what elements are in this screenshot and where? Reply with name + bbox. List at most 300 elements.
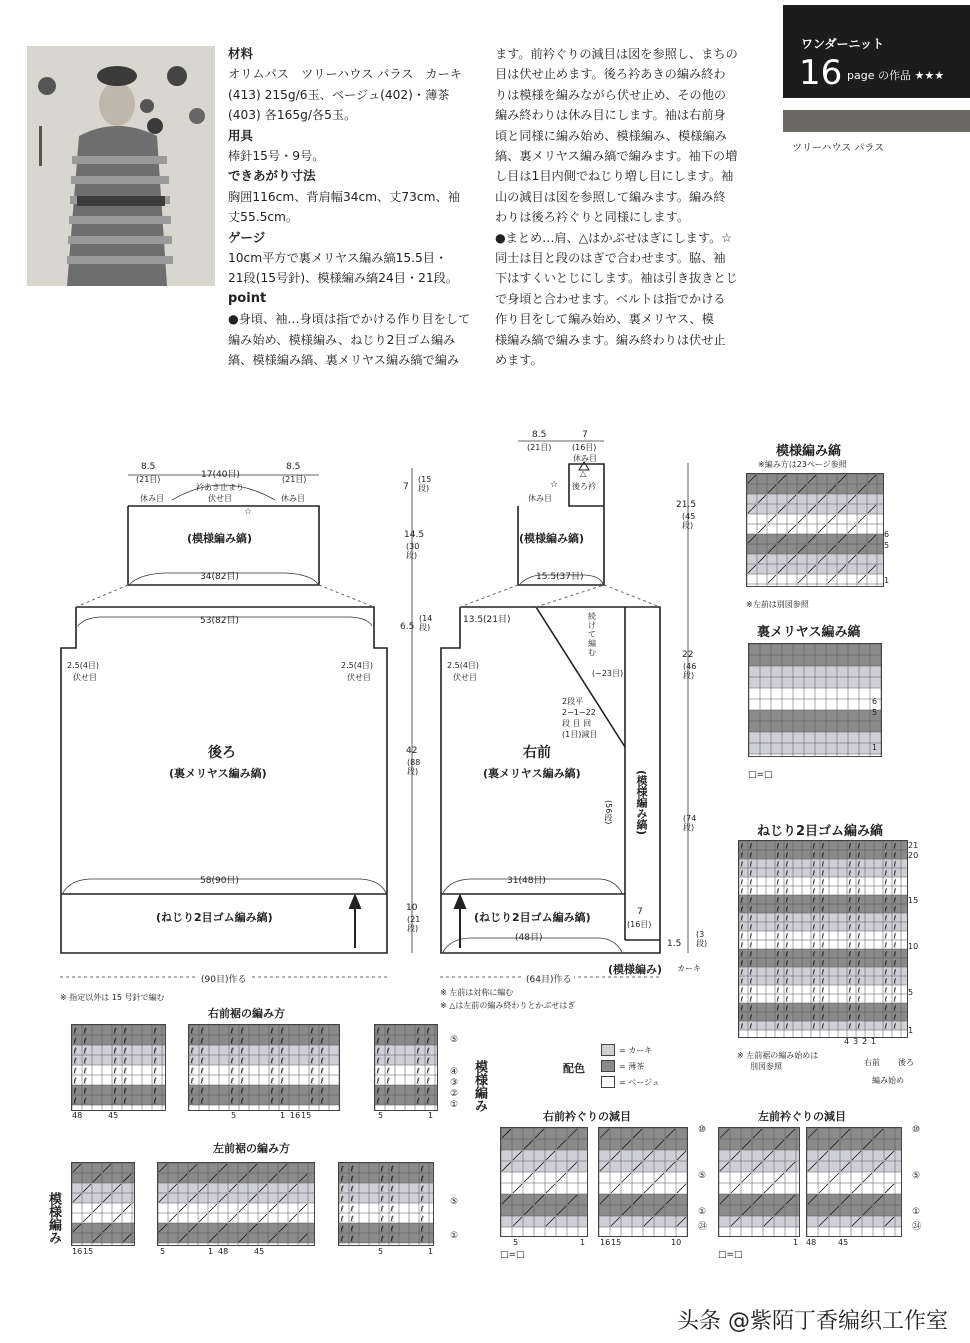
neck-row-label: ⑤	[912, 1171, 921, 1181]
neck-row-label: ㉔	[912, 1222, 922, 1232]
chart-row-label: 5	[908, 988, 914, 997]
svg-text:ℓ: ℓ	[123, 1096, 127, 1106]
col2-line: 下はすくいとじにします。袖は引き抜きとじ	[495, 271, 738, 286]
svg-text:ℓ: ℓ	[848, 968, 852, 977]
triangle-mark: △	[580, 469, 587, 478]
svg-text:ℓ: ℓ	[153, 1076, 157, 1086]
svg-text:ℓ: ℓ	[884, 860, 888, 869]
left-hem-grid	[338, 1162, 434, 1246]
svg-text:ℓ: ℓ	[776, 995, 780, 1004]
back-neck-note: 衿あき止まり	[196, 483, 244, 492]
front-vdim-sub: (74段)	[683, 814, 697, 832]
svg-text:ℓ: ℓ	[350, 1184, 354, 1194]
svg-text:ℓ: ℓ	[740, 860, 744, 869]
neck-legend: □=□	[718, 1250, 743, 1260]
front-band-dim: 7	[637, 907, 643, 917]
svg-text:ℓ: ℓ	[776, 860, 780, 869]
hem-side-label: 模様編み	[472, 1060, 487, 1112]
front-dec-rule: 2段平 2−1−22 段 目 回 (1目)減目	[562, 697, 598, 739]
chart-col-label: 1	[871, 1037, 877, 1046]
svg-text:ℓ: ℓ	[280, 1086, 284, 1096]
svg-text:ℓ: ℓ	[857, 995, 861, 1004]
svg-text:ℓ: ℓ	[740, 1004, 744, 1013]
svg-text:ℓ: ℓ	[821, 905, 825, 914]
svg-text:ℓ: ℓ	[350, 1234, 354, 1244]
svg-text:ℓ: ℓ	[857, 959, 861, 968]
svg-text:ℓ: ℓ	[812, 950, 816, 959]
svg-text:ℓ: ℓ	[416, 1046, 420, 1056]
svg-text:ℓ: ℓ	[240, 1046, 244, 1056]
svg-text:ℓ: ℓ	[848, 896, 852, 905]
svg-text:ℓ: ℓ	[749, 860, 753, 869]
color-key	[601, 1042, 660, 1090]
front-cast-on: (64目)作る	[523, 972, 574, 985]
front-continue-note: 続 け て 編 む	[588, 612, 596, 657]
chart-col-label: 4	[844, 1037, 850, 1046]
svg-text:ℓ: ℓ	[884, 1022, 888, 1031]
svg-text:ℓ: ℓ	[884, 896, 888, 905]
svg-text:ℓ: ℓ	[893, 941, 897, 950]
svg-text:ℓ: ℓ	[812, 1004, 816, 1013]
right-neck-grid	[500, 1127, 588, 1237]
svg-text:ℓ: ℓ	[812, 914, 816, 923]
front-side-note: 2.5(4目)	[447, 661, 480, 670]
svg-text:ℓ: ℓ	[893, 1004, 897, 1013]
svg-text:ℓ: ℓ	[749, 869, 753, 878]
svg-text:ℓ: ℓ	[749, 914, 753, 923]
svg-text:ℓ: ℓ	[280, 1096, 284, 1106]
svg-text:ℓ: ℓ	[740, 851, 744, 860]
svg-text:ℓ: ℓ	[821, 968, 825, 977]
back-dim: 8.5	[141, 462, 156, 472]
svg-text:ℓ: ℓ	[848, 1013, 852, 1022]
svg-text:ℓ: ℓ	[857, 968, 861, 977]
svg-text:ℓ: ℓ	[310, 1076, 314, 1086]
svg-text:ℓ: ℓ	[776, 869, 780, 878]
svg-text:ℓ: ℓ	[893, 896, 897, 905]
chart-row-label: 1	[872, 743, 878, 752]
left-neck-grid	[718, 1127, 800, 1237]
svg-text:ℓ: ℓ	[848, 869, 852, 878]
col2-line: 同士は目と段のはぎで合わせます。脇、袖	[495, 251, 726, 266]
svg-text:ℓ: ℓ	[884, 995, 888, 1004]
star-mark: ☆	[550, 480, 559, 490]
col2-line: 目は伏せ止めます。後ろ衿あきの編み終わ	[495, 67, 726, 82]
svg-text:ℓ: ℓ	[857, 1013, 861, 1022]
svg-text:ℓ: ℓ	[821, 914, 825, 923]
svg-text:ℓ: ℓ	[857, 860, 861, 869]
svg-text:ℓ: ℓ	[884, 932, 888, 941]
hem-col-label: 5	[160, 1247, 166, 1256]
pattern-chart-grid	[746, 473, 884, 587]
hem-row-label: ⑤	[450, 1197, 459, 1207]
gauge-line: 10cm平方で裏メリヤス編み縞15.5目・	[228, 251, 448, 266]
svg-text:ℓ: ℓ	[270, 1076, 274, 1086]
svg-text:ℓ: ℓ	[821, 1013, 825, 1022]
note: ※ △は左前の編み終わりとかぶせはぎ	[440, 1001, 576, 1010]
svg-text:ℓ: ℓ	[821, 851, 825, 860]
svg-text:ℓ: ℓ	[857, 923, 861, 932]
back-vdim: 6.5	[400, 622, 415, 632]
svg-text:ℓ: ℓ	[123, 1076, 127, 1086]
svg-text:ℓ: ℓ	[893, 986, 897, 995]
svg-text:ℓ: ℓ	[893, 923, 897, 932]
chart-reverse-title: 裏メリヤス編み縞	[757, 625, 861, 640]
svg-text:ℓ: ℓ	[280, 1076, 284, 1086]
back-vdim: 10	[406, 903, 418, 913]
svg-text:ℓ: ℓ	[884, 851, 888, 860]
col2-line: 縞、裏メリヤス編み縞で編みます。袖下の増	[495, 149, 738, 164]
svg-text:ℓ: ℓ	[73, 1096, 77, 1106]
hem-col-label: 5	[378, 1247, 384, 1256]
materials-line: オリムパス ツリーハウス パラス カーキ	[228, 67, 463, 82]
front-vdim: 22	[682, 650, 694, 660]
svg-text:ℓ: ℓ	[123, 1026, 127, 1036]
right-hem-grid	[71, 1024, 166, 1111]
front-upper-label: (模様編み縞)	[519, 532, 585, 545]
svg-text:ℓ: ℓ	[749, 887, 753, 896]
back-rest-note: 休み目	[281, 494, 305, 503]
svg-text:ℓ: ℓ	[386, 1096, 390, 1106]
svg-text:ℓ: ℓ	[857, 905, 861, 914]
svg-text:ℓ: ℓ	[200, 1056, 204, 1066]
hem-col-label: 16	[290, 1111, 301, 1120]
svg-text:ℓ: ℓ	[320, 1036, 324, 1046]
hem-row-label: ③	[450, 1078, 459, 1088]
svg-text:ℓ: ℓ	[270, 1056, 274, 1066]
size-line: 丈55.5cm。	[228, 210, 299, 225]
svg-text:ℓ: ℓ	[230, 1076, 234, 1086]
svg-text:ℓ: ℓ	[376, 1046, 380, 1056]
svg-text:ℓ: ℓ	[785, 1004, 789, 1013]
svg-text:ℓ: ℓ	[785, 995, 789, 1004]
svg-text:ℓ: ℓ	[123, 1066, 127, 1076]
svg-text:ℓ: ℓ	[776, 968, 780, 977]
svg-text:ℓ: ℓ	[380, 1204, 384, 1214]
svg-text:ℓ: ℓ	[848, 995, 852, 1004]
svg-text:ℓ: ℓ	[749, 1013, 753, 1022]
svg-text:ℓ: ℓ	[785, 968, 789, 977]
color-key-item	[601, 1074, 660, 1090]
svg-text:ℓ: ℓ	[340, 1164, 344, 1174]
back-dim: 8.5	[286, 462, 301, 472]
front-dec-total: (−23目)	[592, 669, 624, 678]
svg-text:ℓ: ℓ	[420, 1234, 424, 1244]
svg-text:ℓ: ℓ	[749, 968, 753, 977]
svg-text:ℓ: ℓ	[785, 977, 789, 986]
svg-text:ℓ: ℓ	[83, 1076, 87, 1086]
front-side-note: 伏せ目	[453, 673, 477, 682]
col2-line: わりは後ろ衿ぐりと同様にします。	[495, 210, 690, 225]
svg-text:ℓ: ℓ	[893, 932, 897, 941]
svg-text:ℓ: ℓ	[73, 1056, 77, 1066]
svg-text:ℓ: ℓ	[893, 887, 897, 896]
svg-text:ℓ: ℓ	[785, 878, 789, 887]
chart-rib-title: ねじり2目ゴム編み縞	[757, 824, 884, 839]
chart-col-label: 2	[862, 1037, 868, 1046]
left-neck-title: 左前衿ぐりの減目	[758, 1110, 846, 1123]
svg-text:ℓ: ℓ	[73, 1036, 77, 1046]
svg-text:ℓ: ℓ	[350, 1164, 354, 1174]
svg-text:ℓ: ℓ	[893, 1013, 897, 1022]
col2-line: で身頃と合わせます。ベルトは指でかける	[495, 291, 726, 306]
svg-text:ℓ: ℓ	[848, 860, 852, 869]
svg-text:ℓ: ℓ	[848, 1004, 852, 1013]
svg-text:ℓ: ℓ	[857, 851, 861, 860]
neck-legend: □=□	[500, 1250, 525, 1260]
svg-text:ℓ: ℓ	[848, 959, 852, 968]
svg-text:ℓ: ℓ	[230, 1086, 234, 1096]
svg-text:ℓ: ℓ	[240, 1076, 244, 1086]
svg-text:ℓ: ℓ	[785, 923, 789, 932]
svg-text:ℓ: ℓ	[884, 869, 888, 878]
svg-text:ℓ: ℓ	[848, 842, 852, 851]
svg-text:ℓ: ℓ	[857, 941, 861, 950]
svg-text:ℓ: ℓ	[740, 896, 744, 905]
svg-text:ℓ: ℓ	[416, 1066, 420, 1076]
svg-text:ℓ: ℓ	[320, 1086, 324, 1096]
front-shoulder: 13.5(21目)	[463, 615, 511, 625]
svg-text:ℓ: ℓ	[270, 1096, 274, 1106]
svg-text:ℓ: ℓ	[390, 1164, 394, 1174]
svg-text:ℓ: ℓ	[857, 869, 861, 878]
chart-row-label: 6	[884, 530, 890, 539]
svg-text:ℓ: ℓ	[83, 1046, 87, 1056]
svg-text:ℓ: ℓ	[884, 968, 888, 977]
svg-text:ℓ: ℓ	[776, 896, 780, 905]
materials-heading: 材料	[228, 46, 254, 61]
back-vdim-sub: (21段)	[407, 915, 421, 933]
hem-col-label: 48	[218, 1247, 229, 1256]
neck-row-label: ⑩	[912, 1125, 921, 1135]
neck-col-label: 48	[806, 1238, 817, 1247]
back-vdim-sub: (14段)	[419, 614, 433, 632]
svg-text:ℓ: ℓ	[740, 869, 744, 878]
svg-text:ℓ: ℓ	[749, 986, 753, 995]
svg-text:ℓ: ℓ	[821, 977, 825, 986]
svg-text:ℓ: ℓ	[776, 1022, 780, 1031]
front-vdim-sub: (46段)	[683, 662, 697, 680]
reverse-chart-grid	[748, 643, 882, 757]
svg-text:ℓ: ℓ	[83, 1086, 87, 1096]
svg-text:ℓ: ℓ	[310, 1066, 314, 1076]
svg-text:ℓ: ℓ	[376, 1026, 380, 1036]
svg-text:ℓ: ℓ	[190, 1096, 194, 1106]
hem-col-label: 5	[378, 1111, 384, 1120]
color-key-item	[601, 1042, 660, 1058]
hem-col-label: 5	[231, 1111, 237, 1120]
back-rib-label: (ねじり2目ゴム編み縞)	[156, 911, 273, 924]
svg-text:ℓ: ℓ	[776, 878, 780, 887]
svg-text:ℓ: ℓ	[386, 1026, 390, 1036]
svg-text:ℓ: ℓ	[200, 1066, 204, 1076]
front-rib-label: (ねじり2目ゴム編み縞)	[474, 911, 591, 924]
back-side-note: 2.5(4目)	[341, 661, 374, 670]
col2-line: 様編み縞で編みます。編み終わりは伏せ止	[495, 332, 726, 347]
svg-text:ℓ: ℓ	[785, 950, 789, 959]
svg-text:ℓ: ℓ	[857, 878, 861, 887]
hem-col-label: 1	[428, 1111, 434, 1120]
svg-text:ℓ: ℓ	[884, 1004, 888, 1013]
right-hem-grid	[374, 1024, 438, 1111]
svg-text:ℓ: ℓ	[320, 1066, 324, 1076]
svg-text:ℓ: ℓ	[857, 932, 861, 941]
svg-text:ℓ: ℓ	[230, 1046, 234, 1056]
svg-text:ℓ: ℓ	[190, 1086, 194, 1096]
svg-text:ℓ: ℓ	[200, 1046, 204, 1056]
size-heading: できあがり寸法	[228, 168, 316, 184]
svg-text:ℓ: ℓ	[376, 1036, 380, 1046]
svg-text:ℓ: ℓ	[376, 1076, 380, 1086]
svg-text:ℓ: ℓ	[83, 1096, 87, 1106]
svg-text:ℓ: ℓ	[821, 1004, 825, 1013]
svg-text:ℓ: ℓ	[200, 1036, 204, 1046]
svg-text:ℓ: ℓ	[893, 851, 897, 860]
svg-text:ℓ: ℓ	[280, 1066, 284, 1076]
svg-text:ℓ: ℓ	[740, 914, 744, 923]
neck-col-label: 10	[671, 1238, 682, 1247]
badge-suffix: page の作品 ★★★	[847, 69, 945, 82]
svg-text:ℓ: ℓ	[812, 905, 816, 914]
svg-text:ℓ: ℓ	[857, 977, 861, 986]
svg-text:ℓ: ℓ	[380, 1184, 384, 1194]
front-bottom-width: 31(48目)	[507, 876, 546, 886]
svg-text:ℓ: ℓ	[821, 860, 825, 869]
svg-text:ℓ: ℓ	[230, 1026, 234, 1036]
svg-text:ℓ: ℓ	[83, 1056, 87, 1066]
svg-text:ℓ: ℓ	[320, 1096, 324, 1106]
rib-start-right: 右前	[864, 1058, 880, 1067]
svg-text:ℓ: ℓ	[420, 1184, 424, 1194]
svg-text:ℓ: ℓ	[857, 887, 861, 896]
svg-text:ℓ: ℓ	[113, 1066, 117, 1076]
svg-text:ℓ: ℓ	[749, 995, 753, 1004]
chart-row-label: 10	[908, 942, 919, 951]
svg-text:ℓ: ℓ	[426, 1076, 430, 1086]
front-title: 右前	[523, 745, 551, 761]
svg-text:ℓ: ℓ	[812, 878, 816, 887]
svg-text:ℓ: ℓ	[776, 905, 780, 914]
gauge-heading: ゲージ	[228, 229, 266, 245]
svg-text:ℓ: ℓ	[740, 932, 744, 941]
back-title: 後ろ	[208, 745, 236, 761]
svg-text:ℓ: ℓ	[749, 851, 753, 860]
svg-text:ℓ: ℓ	[749, 959, 753, 968]
svg-text:ℓ: ℓ	[812, 869, 816, 878]
svg-text:ℓ: ℓ	[390, 1204, 394, 1214]
svg-text:ℓ: ℓ	[310, 1046, 314, 1056]
svg-text:ℓ: ℓ	[270, 1026, 274, 1036]
note: ※ 左前は対称に編む	[440, 988, 514, 997]
svg-text:ℓ: ℓ	[893, 905, 897, 914]
chart-row-label: 15	[908, 896, 919, 905]
svg-text:ℓ: ℓ	[380, 1174, 384, 1184]
svg-text:ℓ: ℓ	[893, 860, 897, 869]
back-side-note: 伏せ目	[347, 673, 371, 682]
back-upper-width: 34(82目)	[200, 572, 239, 582]
svg-text:ℓ: ℓ	[740, 941, 744, 950]
svg-text:ℓ: ℓ	[821, 986, 825, 995]
svg-text:ℓ: ℓ	[240, 1096, 244, 1106]
front-dim-sub: (16目)	[572, 443, 597, 452]
svg-text:ℓ: ℓ	[420, 1214, 424, 1224]
svg-text:ℓ: ℓ	[380, 1164, 384, 1174]
neck-col-label: 1	[793, 1238, 799, 1247]
rib-start: 編み始め	[872, 1076, 904, 1085]
back-side-note: 2.5(4目)	[67, 661, 100, 670]
svg-text:ℓ: ℓ	[812, 959, 816, 968]
left-hem-title: 左前裾の編み方	[213, 1142, 290, 1155]
svg-text:ℓ: ℓ	[812, 932, 816, 941]
back-vdim-sub: (88段)	[407, 758, 421, 776]
svg-text:ℓ: ℓ	[812, 977, 816, 986]
svg-text:ℓ: ℓ	[785, 932, 789, 941]
color-label: = カーキ	[619, 1045, 653, 1055]
svg-text:ℓ: ℓ	[153, 1046, 157, 1056]
svg-text:ℓ: ℓ	[390, 1214, 394, 1224]
svg-text:ℓ: ℓ	[390, 1194, 394, 1204]
svg-text:ℓ: ℓ	[153, 1036, 157, 1046]
back-vdim: 42	[406, 746, 418, 756]
color-label: = ベージュ	[619, 1077, 660, 1087]
svg-text:ℓ: ℓ	[740, 842, 744, 851]
front-vdim-sub: (45段)	[682, 512, 696, 530]
svg-text:ℓ: ℓ	[426, 1046, 430, 1056]
svg-text:ℓ: ℓ	[776, 986, 780, 995]
hem-col-label: 45	[254, 1247, 265, 1256]
svg-text:ℓ: ℓ	[857, 914, 861, 923]
svg-text:ℓ: ℓ	[884, 941, 888, 950]
svg-text:ℓ: ℓ	[740, 1013, 744, 1022]
svg-text:ℓ: ℓ	[740, 878, 744, 887]
svg-text:ℓ: ℓ	[386, 1046, 390, 1056]
col2-line: りは模様を編みながら伏せ止め、その他の	[495, 87, 727, 102]
svg-text:ℓ: ℓ	[350, 1204, 354, 1214]
rib-chart-grid	[738, 840, 908, 1038]
hem-col-label: 1	[428, 1247, 434, 1256]
svg-text:ℓ: ℓ	[200, 1026, 204, 1036]
back-vdim: 14.5	[404, 530, 425, 540]
svg-text:ℓ: ℓ	[785, 887, 789, 896]
front-dim-sub: (21目)	[527, 443, 552, 452]
svg-text:ℓ: ℓ	[893, 842, 897, 851]
svg-text:ℓ: ℓ	[740, 923, 744, 932]
svg-text:ℓ: ℓ	[884, 977, 888, 986]
neck-row-label: ⑩	[698, 1125, 707, 1135]
svg-text:ℓ: ℓ	[740, 950, 744, 959]
svg-text:ℓ: ℓ	[812, 860, 816, 869]
svg-text:ℓ: ℓ	[812, 887, 816, 896]
back-rest-note: 休み目	[140, 494, 164, 503]
svg-text:ℓ: ℓ	[749, 1004, 753, 1013]
svg-text:ℓ: ℓ	[190, 1056, 194, 1066]
svg-text:ℓ: ℓ	[320, 1026, 324, 1036]
svg-text:ℓ: ℓ	[812, 923, 816, 932]
svg-text:ℓ: ℓ	[776, 977, 780, 986]
note: ※ 指定以外は 15 号針で編む	[60, 993, 165, 1002]
back-bottom-width: 58(90目)	[200, 876, 239, 886]
svg-text:ℓ: ℓ	[386, 1086, 390, 1096]
svg-text:ℓ: ℓ	[350, 1224, 354, 1234]
svg-text:ℓ: ℓ	[749, 1022, 753, 1031]
svg-text:ℓ: ℓ	[749, 950, 753, 959]
svg-text:ℓ: ℓ	[785, 860, 789, 869]
svg-text:ℓ: ℓ	[740, 1022, 744, 1031]
svg-text:ℓ: ℓ	[749, 932, 753, 941]
svg-text:ℓ: ℓ	[123, 1086, 127, 1096]
svg-text:ℓ: ℓ	[350, 1194, 354, 1204]
svg-text:ℓ: ℓ	[776, 851, 780, 860]
